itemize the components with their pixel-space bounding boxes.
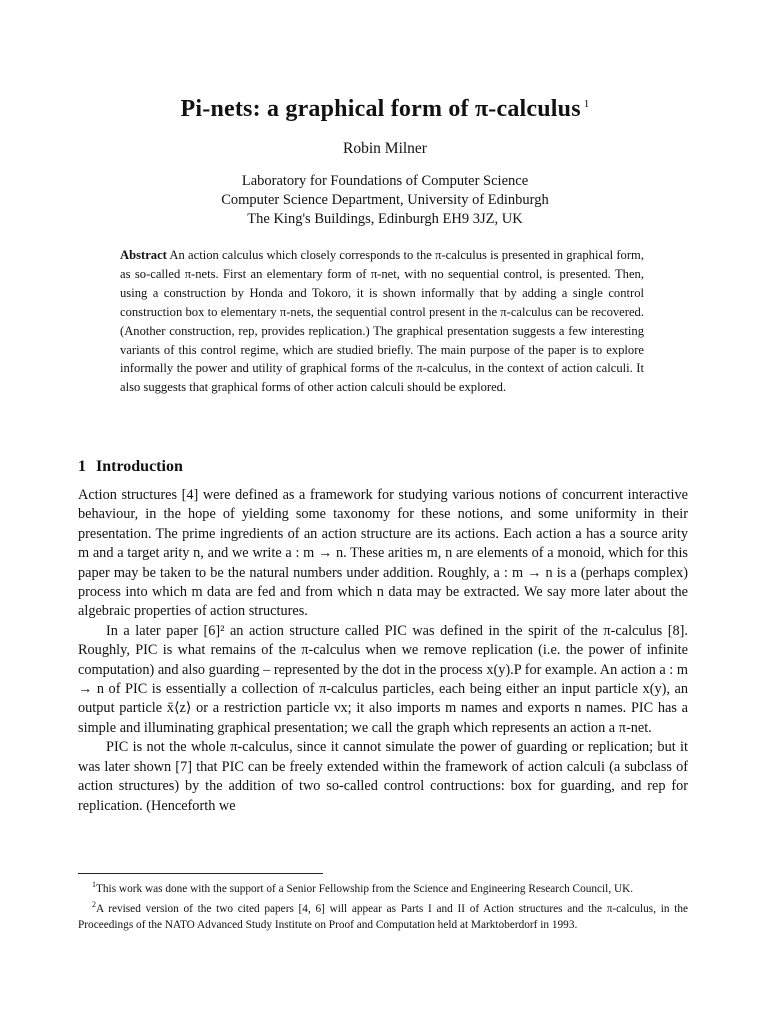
body-paragraph: PIC is not the whole π-calculus, since it cannot simulate the power of guarding or replication; but it was later shown [7] that PIC can be freely extended within the framework of action calculi (a subclass of action structures) by the addition of two so-called control contructions: box for guarding, and rep for replication. (Henceforth we	[78, 739, 688, 814]
section-body	[78, 486, 688, 816]
footnote-text: A revised version of the two cited papers [4, 6] will appear as Parts I and II of Action structures and the π-calculus, in the Proceedings of the NATO Advanced Study Institute on Proof and Computation held at Marktoberdorf in 1993.	[78, 903, 688, 931]
affiliation-block	[0, 172, 770, 229]
footnote-mark: 2	[92, 900, 96, 910]
section-number: 1	[78, 458, 86, 475]
abstract-text: An action calculus which closely corresponds to the π-calculus is presented in graphical form, as so-called π-nets. First an elementary form of π-net, with no sequential control, is presented. Then, using a construction by Honda and Tokoro, it is shown informally that by adding a single control construction box to elementary π-nets, the sequential control present in the π-calculus can be recovered. (Another construction, rep, provides replication.) The graphical presentation suggests a few interesting variants of this control regime, which are studied briefly. The main purpose of the paper is to explore informally the power and utility of graphical forms of the π-calculus, in the context of action calculi. It also suggests that graphical forms of other action calculi should be explored.	[120, 248, 644, 395]
footnotes	[78, 877, 688, 933]
footnote-mark: 1	[92, 880, 96, 889]
affiliation-line: Laboratory for Foundations of Computer Science	[241, 173, 529, 189]
footnote	[78, 897, 688, 933]
abstract-label: Abstract	[120, 248, 167, 262]
body-paragraph: In a later paper [6]² an action structure called PIC was defined in the spirit of the π-calculus [8]. Roughly, PIC is what remains of the π-calculus when we remove replication (i.e. the power of infinite computation) and also guarding – represented by the dot in the process x(y).P for example. An action a : m → n of PIC is essentially a collection of π-calculus particles, each being either an input particle x(y), an output particle x̄⟨z⟩ or a restriction particle νx; it also imports m names and exports n names. PIC has a simple and illuminating graphical presentation; we call the graph which represents an action a π-net.	[78, 622, 688, 736]
title-footnote-mark: 1	[583, 98, 590, 110]
body-paragraph: Action structures [4] were defined as a framework for studying various notions of concurrent interactive behaviour, in the hope of yielding some taxonomy for these notions, and some uniformity in their presentation. The prime ingredients of an action structure are its actions. Each action a has a source arity m and a target arity n, and we write a : m → n. These arities m, n are elements of a monoid, which for this paper may be taken to be the natural numbers under addition. Roughly, a : m → n is a (perhaps complex) process into which m data are fed and from which n data may be extracted. We say more later about the algebraic properties of action structures.	[78, 487, 688, 620]
affiliation-line: Computer Science Department, University of Edinburgh	[221, 192, 549, 208]
abstract	[120, 246, 644, 397]
footnote-text: This work was done with the support of a Senior Fellowship from the Science and Engineering Research Council, UK.	[96, 882, 634, 895]
affiliation-line: The King's Buildings, Edinburgh EH9 3JZ, UK	[247, 211, 523, 227]
section-heading	[78, 458, 183, 476]
title-text: Pi-nets: a graphical form of π-calculus	[180, 96, 581, 122]
section-title: Introduction	[96, 458, 183, 475]
author-name: Robin Milner	[343, 140, 427, 157]
paper-title	[0, 96, 770, 123]
footnote-divider	[78, 873, 323, 874]
footnote	[78, 877, 688, 897]
